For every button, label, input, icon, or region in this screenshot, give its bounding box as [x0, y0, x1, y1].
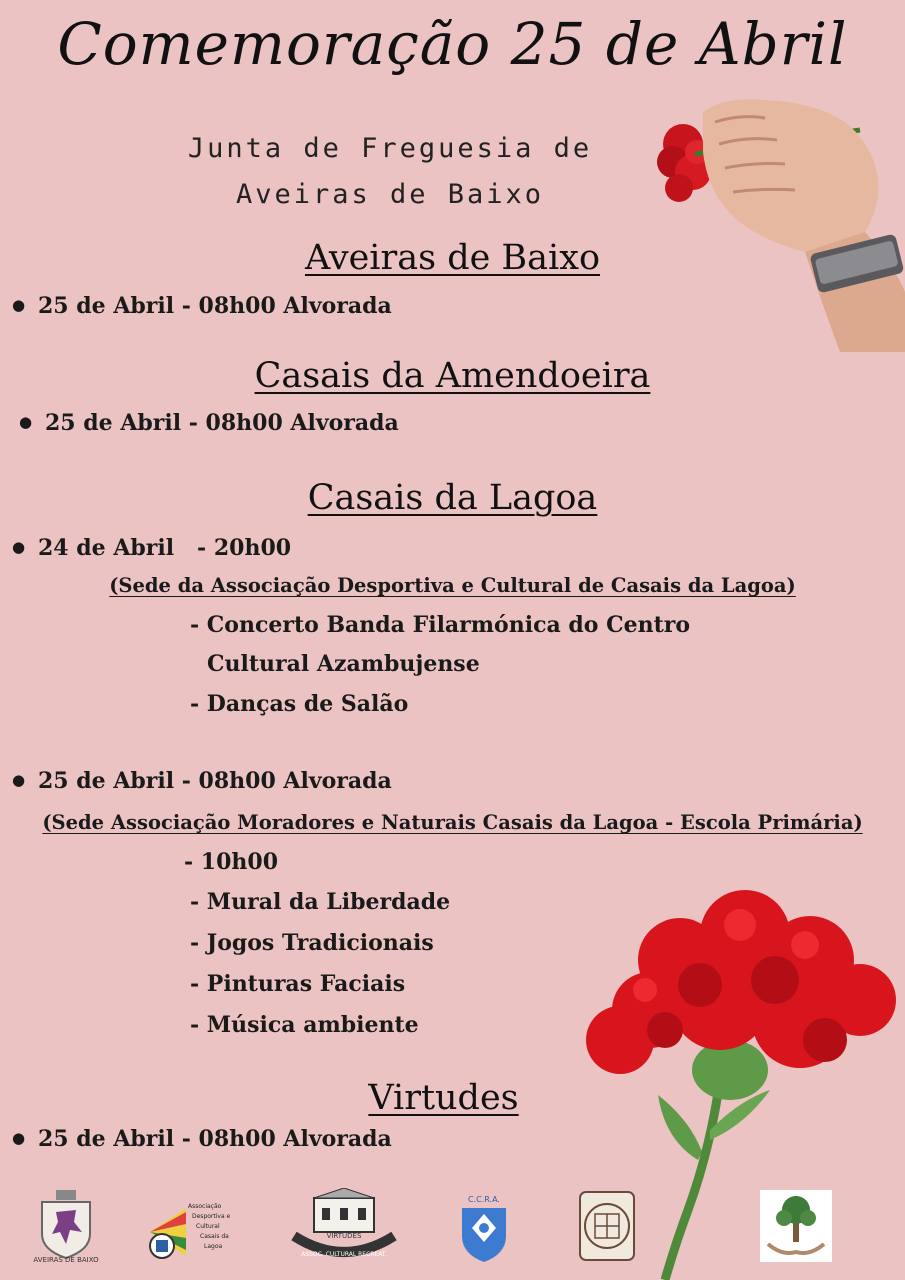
- organizer-line-1: Junta de Freguesia de: [187, 133, 593, 164]
- svg-text:Associação: Associação: [188, 1203, 222, 1210]
- event-time: - 10h00: [184, 849, 279, 875]
- page-title: Comemoração 25 de Abril: [57, 10, 848, 78]
- organizer-line-2: Aveiras de Baixo: [235, 179, 545, 210]
- palm-tree-hands-logo: [760, 1188, 832, 1264]
- parish-seal-logo: [578, 1188, 636, 1264]
- activity-item: - Música ambiente: [190, 1012, 419, 1038]
- activity-item: - Danças de Salão: [190, 691, 409, 717]
- activity-item: Cultural Azambujense: [207, 651, 480, 677]
- adcl-association-logo: [146, 1188, 250, 1264]
- list-item: ● 25 de Abril - 08h00 Alvorada: [19, 410, 399, 436]
- venue-adc-casais-lagoa: (Sede da Associação Desportiva e Cultural de Casais da Lagoa): [109, 574, 796, 597]
- activity-item: - Pinturas Faciais: [190, 971, 406, 997]
- svg-text:VIRTUDES: VIRTUDES: [326, 1232, 362, 1240]
- list-item: ● 25 de Abril - 08h00 Alvorada: [12, 1126, 392, 1152]
- ccra-logo: [456, 1188, 512, 1264]
- list-item: ● 25 de Abril - 08h00 Alvorada: [12, 293, 392, 319]
- heading-casais-da-lagoa: Casais da Lagoa: [307, 478, 598, 518]
- activity-item: - Mural da Liberdade: [190, 889, 451, 915]
- activity-item: - Concerto Banda Filarmónica do Centro: [190, 612, 691, 638]
- aveiras-de-baixo-crest-logo: [28, 1188, 104, 1264]
- svg-text:Lagoa: Lagoa: [204, 1243, 223, 1250]
- virtudes-association-logo: [288, 1188, 400, 1264]
- venue-amncl-escola: (Sede Associação Moradores e Naturais Casais da Lagoa - Escola Primária): [42, 811, 863, 834]
- heading-virtudes: Virtudes: [368, 1078, 519, 1118]
- activity-item: - Jogos Tradicionais: [190, 930, 434, 956]
- svg-text:Desportiva e: Desportiva e: [192, 1213, 231, 1220]
- small-carnation-icon: [657, 124, 711, 202]
- svg-text:Casais da: Casais da: [200, 1233, 229, 1240]
- heading-casais-da-amendoeira: Casais da Amendoeira: [254, 356, 651, 396]
- aveiras-logo-label: AVEIRAS DE BAIXO: [33, 1256, 99, 1264]
- svg-text:Cultural: Cultural: [196, 1223, 220, 1230]
- event-date-24: ● 24 de Abril - 20h00: [12, 535, 291, 561]
- event-date-25: ● 25 de Abril - 08h00 Alvorada: [12, 768, 392, 794]
- svg-text:C.C.R.A.: C.C.R.A.: [468, 1195, 500, 1204]
- svg-text:ASSOC. CULTURAL RECREAT.: ASSOC. CULTURAL RECREAT.: [301, 1251, 387, 1258]
- heading-aveiras-de-baixo: Aveiras de Baixo: [304, 238, 601, 278]
- raised-fist-carnation-image: [655, 92, 905, 352]
